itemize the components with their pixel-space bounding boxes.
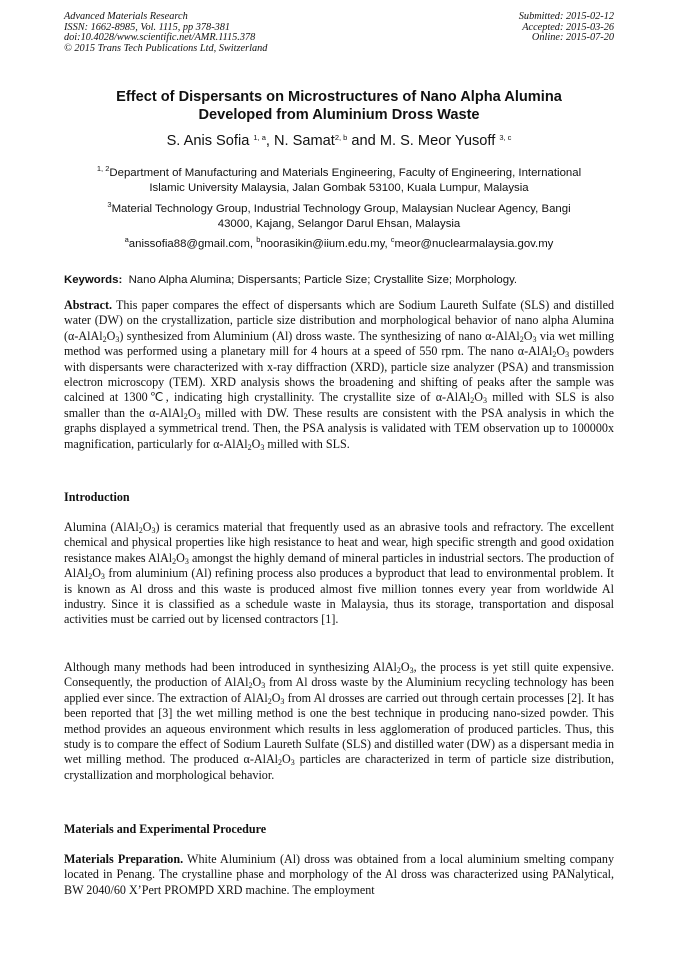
author-2: N. Samat [274,133,335,149]
email-c[interactable]: meor@nuclearmalaysia.gov.my [394,238,554,250]
keywords-text: Nano Alpha Alumina; Dispersants; Particle Size; Crystallite Size; Morphology. [128,274,518,286]
formula-subscript: 2 [519,334,524,344]
chemical-formula-al2o3 [172,406,201,420]
paragraph-text: ) is ceramics material that frequently used as an abrasive tools and refractory. The excellent chemical and physical properties like high resistance to heat and wear, high specific strength and good oxidation resistance makes Al [64,520,615,565]
journal-name: Advanced Materials Research [64,11,188,22]
author-separator: , [265,133,274,149]
formula-element-al: Al [236,675,249,690]
chemical-formula-al2o3 [458,390,487,404]
abstract-text: milled with SLS is also smaller than the α-Al [64,390,614,420]
formula-element-o: O [106,328,116,343]
formula-subscript: 3 [482,396,487,406]
formula-element-o: O [400,660,410,674]
doi-line: doi:10.4028/www.scientific.net/AMR.1115.378 [64,32,256,44]
paragraph-text: Although many methods had been introduced in synthesizing Al [64,660,385,674]
abstract-text: This paper compares the effect of dispersants which are Sodium Laureth Sulfate (SLS) and distilled water (DW) on the crystallization, particle size distribution and morphological behavior of nano alpha Alumina (α-Al [64,298,614,343]
chemical-formula-al2o3 [508,329,537,343]
author-separator: and [347,133,380,149]
formula-subscript: 2 [248,681,253,691]
affiliation-2-marker: 3 [107,200,112,209]
abstract-text: via wet milling method was performed using a planetary mill for 4 hours at a speed of 550 rpm. The nano α-Al [64,328,614,359]
materials-preparation-label: Materials Preparation. [64,852,184,866]
abstract-text: ) synthesized from Aluminium (Al) dross waste. The synthesizing of nano α-Al [119,328,508,343]
formula-element-al: Al [90,328,103,343]
formula-subscript: 2 [102,334,107,344]
title-line-2: Developed from Aluminium Dross Waste [198,107,480,123]
formula-element-al: Al [235,436,248,451]
abstract-text: powders with dispersants were characterized with x-ray diffraction (XRD), particle size analyzer (PSA) and transmission electron microscopy (TEM). XRD analysis shows the broadening and shifting of peaks after the sample was calcined at 1300℃, indicating high crystallinity. The crystallite size of α-Al [64,344,614,405]
email-b[interactable]: noorasikin@iium.edu.my [260,238,385,250]
formula-subscript: 2 [278,758,283,768]
author-3-affil: 3, c [499,133,512,142]
section-heading-materials: Materials and Experimental Procedure [64,822,267,836]
formula-element-o: O [282,752,291,767]
chemical-formula-al2o3 [127,520,156,534]
introduction-paragraph-2 [64,660,614,783]
formula-element-o: O [142,520,152,534]
affiliation-2-line-2: 43000, Kajang, Selangor Darul Ehsan, Malaysia [217,217,461,230]
email-c-marker: c [390,235,395,244]
email-separator: , [384,238,391,250]
formula-subscript: 2 [138,526,143,535]
email-a-marker: a [124,235,129,244]
paragraph-text: from Al dross waste by the Aluminium recycling technology has been applied ever since. The extraction of Al [64,675,614,705]
chemical-formula-al2o3 [160,551,189,565]
formula-element-al: Al [171,405,184,420]
affiliation-1 [64,166,614,196]
formula-subscript: 3 [290,758,295,768]
formula-subscript: 3 [532,334,537,344]
affiliation-1-marker: 1, 2 [96,164,110,173]
online-date: Online: 2015-07-20 [531,32,614,44]
journal-info [64,12,267,54]
formula-subscript: 3 [261,681,266,691]
formula-subscript: 2 [396,666,401,675]
abstract-text: milled with SLS. [264,436,350,451]
section-heading-introduction: Introduction [64,490,130,504]
chemical-formula-al2o3 [236,437,265,451]
formula-element-al: Al [540,344,553,359]
formula-element-al: Al [255,690,268,705]
paragraph-text: , the process is yet still quite expensive. Consequently, the production of Al [64,660,614,690]
chemical-formula-al2o3 [266,752,295,766]
paragraph-text: particles are characterized in term of particle size distribution, crystallization and morphological behavior. [64,752,614,782]
formula-element-al: Al [458,390,471,405]
formula-subscript: 3 [565,350,570,360]
title-line-1: Effect of Dispersants on Microstructures of Nano Alpha Alumina [116,89,562,105]
author-1-affil: 1, a [253,133,266,142]
author-3: M. S. Meor Yusoff [379,133,496,149]
accepted-date: Accepted: 2015-03-26 [522,21,614,33]
keywords-label: Keywords: [64,274,123,286]
formula-element-al: Al [160,550,173,565]
formula-subscript: 2 [247,442,252,452]
formula-subscript: 2 [267,696,272,706]
copyright-line: © 2015 Trans Tech Publications Ltd, Switzerland [64,42,268,54]
formula-subscript: 2 [552,350,557,360]
formula-element-o: O [271,690,281,705]
paragraph-text: from Al drosses are carried out through certain processes [2]. It has been reported that [3] the wet milling method is one the best technique in producing nano-sized powder. This method provides an aqueous environment which results in less agglomeration of produced particles. Thus, this study is to compare the effect of Sodium Laureth Sulfate (SLS) and distilled water (DW) as a dispersant media in wet milling method. The produced α-Al [64,690,614,767]
email-list [64,237,614,252]
formula-element-o: O [556,344,566,359]
formula-element-al: Al [76,566,89,581]
formula-subscript: 2 [88,572,93,582]
formula-element-al: Al [384,660,397,674]
paragraph-text: amongst the highly demand of mineral particles in industrial sectors. The production of Al [64,550,614,581]
formula-element-o: O [251,436,261,451]
chemical-formula-al2o3 [236,675,265,689]
affiliation-2 [64,202,614,232]
paper-title [64,88,614,124]
paragraph-text: from aluminium (Al) refining process also produces a byproduct that lead to environmental problem. It is known as Al dross and this waste is produced almost five million tonnes every year from worldwide Al industry. Since it is classified as a schedule waste in Malaysia, thus its storage, transportation and disposal activities must be carried out by licensed contractors [1]. [64,566,614,627]
abstract [64,298,614,452]
formula-subscript: 3 [151,526,156,535]
chemical-formula-al2o3 [76,566,105,580]
abstract-text: milled with DW. These results are consistent with the PSA analysis in which the graphs displayed a symmetrical trend. Then, the PSA analysis is validated with TEM observation up to 100000x magnification, particularly for α-Al [64,405,614,451]
formula-element-al: Al [126,520,139,534]
chemical-formula-al2o3 [540,344,569,358]
formula-element-al: Al [507,328,520,343]
paragraph-text: White Aluminium (Al) dross was obtained from a local aluminium smelting company located in Penang. The crystalline phase and morphology of the Al dross was characterized using PANalytical, BW 2040/60 X’Pert PROMPD XRD machine. The employment [64,852,615,897]
formula-element-o: O [176,550,185,565]
chemical-formula-al2o3 [256,691,285,705]
author-1: S. Anis Sofia [166,133,250,149]
email-separator: , [249,238,257,250]
email-b-marker: b [256,235,261,244]
dates-info [519,12,614,44]
formula-element-o: O [252,675,262,690]
chemical-formula-al2o3 [91,329,120,343]
introduction-paragraph-1 [64,520,614,628]
author-list [64,132,614,150]
formula-subscript: 3 [100,572,105,582]
abstract-label: Abstract. [64,298,113,312]
formula-subscript: 3 [280,696,285,706]
formula-subscript: 3 [260,442,265,452]
formula-element-o: O [187,405,197,420]
formula-element-o: O [92,566,101,581]
affiliation-1-line-1: Department of Manufacturing and Materials Engineering, Faculty of Engineering, International [109,167,582,179]
submitted-date: Submitted: 2015-02-12 [518,11,614,22]
formula-subscript: 2 [183,411,188,421]
formula-element-o: O [523,328,533,343]
formula-subscript: 3 [196,411,201,421]
formula-element-al: Al [265,752,279,767]
affiliation-1-line-2: Islamic University Malaysia, Jalan Gombak 53100, Kuala Lumpur, Malaysia [149,181,529,194]
author-2-affil: 2, b [334,133,348,142]
formula-element-o: O [474,390,483,405]
keywords [64,273,614,287]
formula-subscript: 3 [409,666,414,675]
formula-subscript: 2 [470,396,475,406]
formula-subscript: 3 [115,334,120,344]
materials-paragraph [64,852,614,898]
formula-subscript: 2 [172,556,177,566]
chemical-formula-al2o3 [385,660,414,674]
email-a[interactable]: anissofia88@gmail.com [128,238,250,250]
paragraph-text: Alumina (Al [64,520,127,534]
issn-line: ISSN: 1662-8985, Vol. 1115, pp 378-381 [64,21,231,33]
formula-subscript: 3 [184,556,189,566]
affiliation-2-line-1: Material Technology Group, Industrial Technology Group, Malaysian Nuclear Agency, Bangi [111,203,571,215]
